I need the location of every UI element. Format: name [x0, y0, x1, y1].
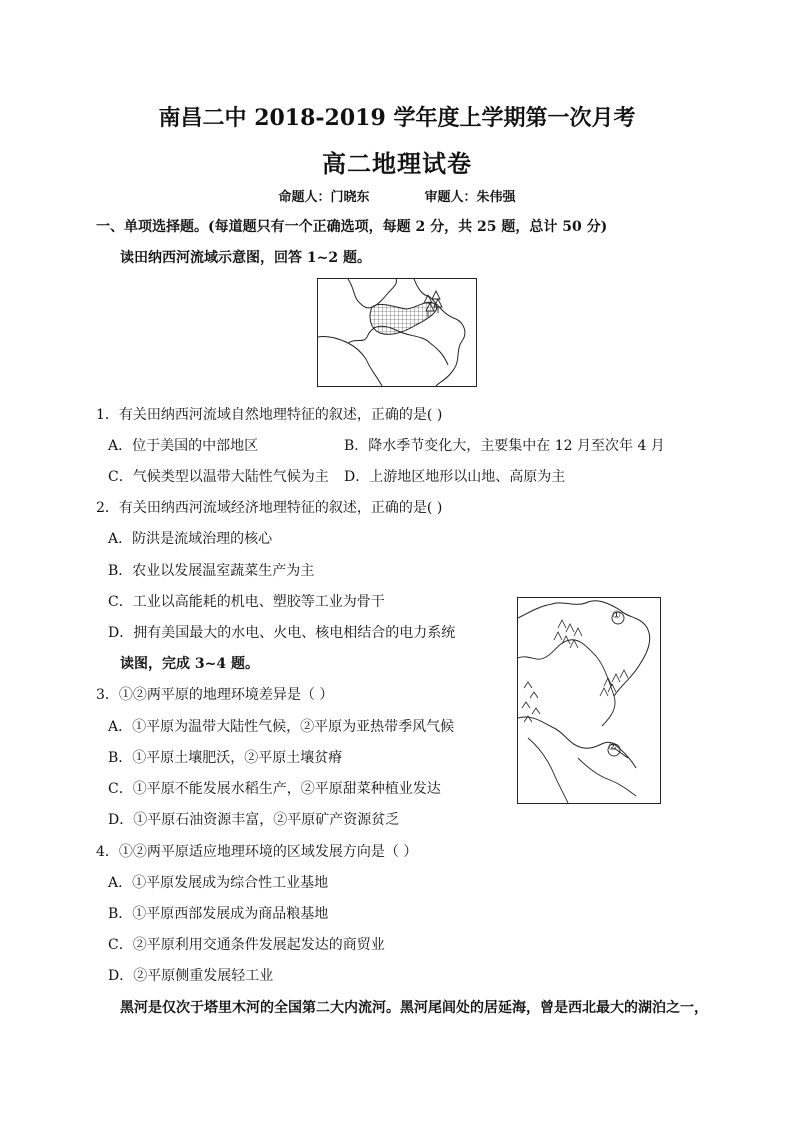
- question-2-option-a: A．防洪是流域治理的核心: [108, 531, 273, 547]
- question-3-option-c: C．①平原不能发展水稻生产，②平原甜菜种植业发达: [108, 781, 441, 797]
- question-1-stem: 1．有关田纳西河流域自然地理特征的叙述，正确的是( ): [96, 407, 443, 423]
- question-3-option-d: D．①平原石油资源丰富，②平原矿产资源贫乏: [108, 812, 400, 828]
- question-2-stem: 2．有关田纳西河流域经济地理特征的叙述，正确的是( ): [96, 500, 443, 516]
- intro-map1: 读田纳西河流域示意图，回答 1~2 题。: [120, 250, 371, 266]
- question-2-option-d: D．拥有美国最大的水电、火电、核电相结合的电力系统: [108, 625, 456, 641]
- question-4-option-d: D．②平原侧重发展轻工业: [108, 968, 274, 984]
- question-1-option-c: C．气候类型以温带大陆性气候为主: [108, 469, 329, 485]
- question-3-option-b: B．①平原土壤肥沃，②平原土壤贫瘠: [108, 750, 343, 766]
- question-4-option-c: C．②平原利用交通条件发展起发达的商贸业: [108, 937, 385, 953]
- tennessee-map-drawing: [318, 279, 476, 386]
- page-subtitle: 高二地理试卷: [322, 149, 472, 178]
- question-4-stem: 4．①②两平原适应地理环境的区域发展方向是（ ）: [96, 844, 418, 860]
- question-3-stem: 3．①②两平原的地理环境差异是（ ）: [96, 687, 334, 703]
- page-title: 南昌二中 2018-2019 学年度上学期第一次月考: [158, 105, 636, 131]
- question-4-option-b: B．①平原西部发展成为商品粮基地: [108, 906, 329, 922]
- plain-2-marker: ②: [608, 742, 617, 753]
- question-1-option-d: D．上游地区地形以山地、高原为主: [344, 469, 566, 485]
- section-heading: 一、单项选择题。(每道题只有一个正确选项，每题 2 分，共 25 题，总计 50 分): [96, 219, 608, 235]
- question-3-option-a: A．①平原为温带大陆性气候，②平原为亚热带季风气候: [108, 719, 455, 735]
- question-4-option-a: A．①平原发展成为综合性工业基地: [108, 875, 329, 891]
- plains-map-drawing: [518, 598, 660, 803]
- reviewer-label: 审题人：朱伟强: [424, 190, 516, 205]
- question-1-option-b: B．降水季节变化大，主要集中在 12 月至次年 4 月: [344, 438, 665, 454]
- author-label: 命题人：门晓东: [278, 190, 370, 205]
- question-1-option-a: A．位于美国的中部地区: [108, 438, 259, 454]
- northeast-plains-map: [517, 597, 661, 804]
- question-2-option-c: C．工业以高能耗的机电、塑胶等工业为骨干: [108, 594, 385, 610]
- plain-1-marker: ①: [612, 610, 621, 621]
- tennessee-basin-map: [317, 278, 477, 387]
- question-2-option-b: B．农业以发展温室蔬菜生产为主: [108, 563, 315, 579]
- intro-map2: 读图，完成 3~4 题。: [120, 656, 259, 672]
- passage-heihe: 黑河是仅次于塔里木河的全国第二大内流河。黑河尾闾处的居延海，曾是西北最大的湖泊之一，: [120, 1000, 708, 1016]
- authors-line: [0, 186, 794, 205]
